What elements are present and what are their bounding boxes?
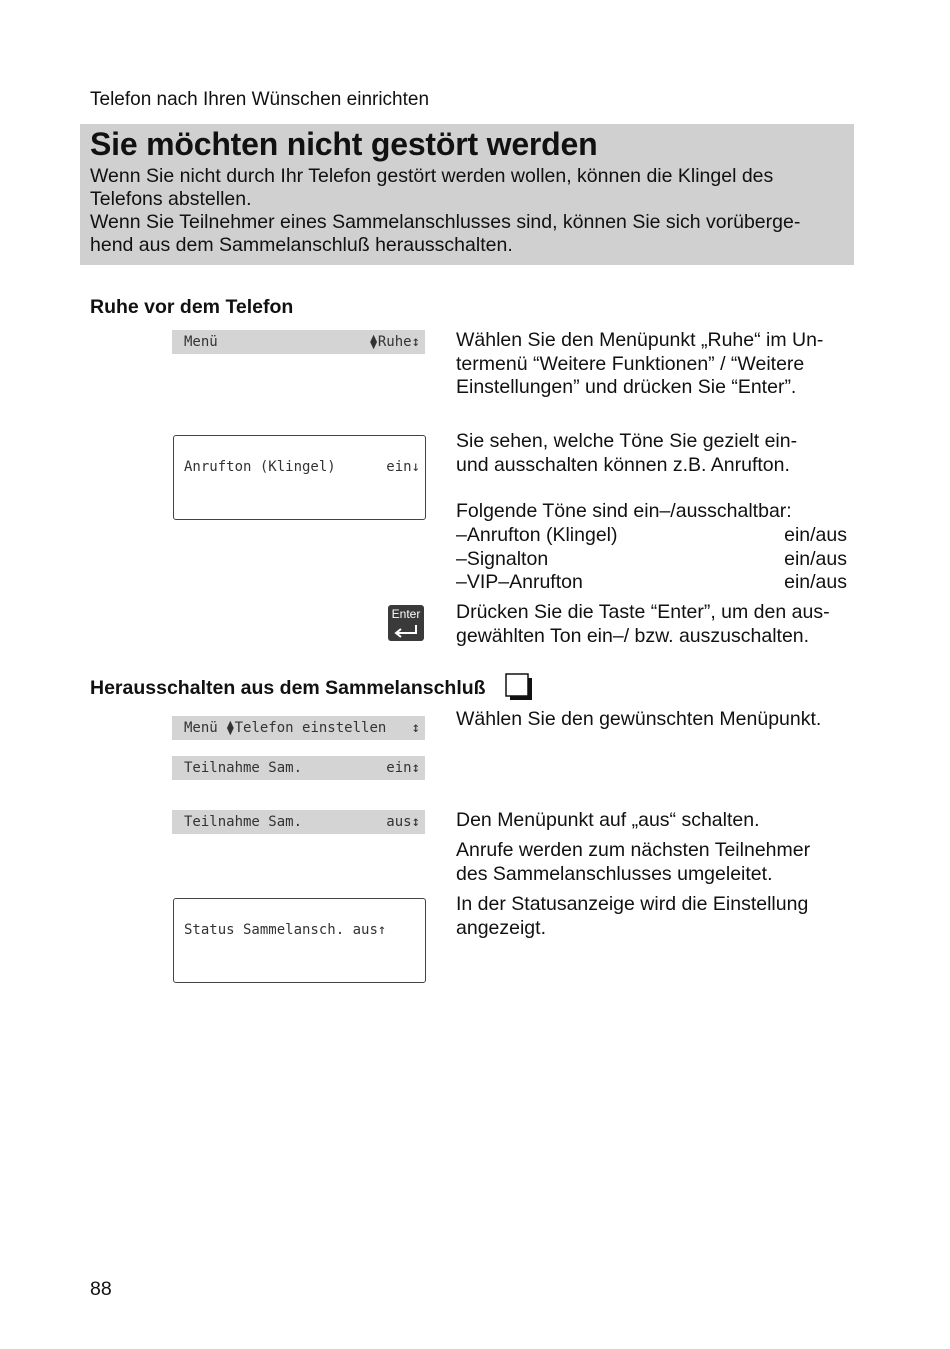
step-status: In der Statusanzeige wird die Einstellung angezeigt. [456,893,809,939]
display-status [173,898,426,983]
intro-line: hend aus dem Sammelanschluß herausschalten. [90,234,513,256]
up-arrow-icon: ↑ [377,922,387,938]
display-anrufton [173,435,426,520]
display-value: ein↓ [386,459,420,475]
tone-row: –VIP–Anrufton ein/aus [456,571,847,593]
section-heading-sammelanschluss: Herausschalten aus dem Sammelanschluß [90,677,486,699]
enter-key-icon: Enter [388,605,424,641]
updown-arrow-icon: ↕ [411,814,420,830]
diamond-arrow-icon: ⧫ [369,334,378,350]
tone-row: –Anrufton (Klingel) ein/aus [456,524,847,546]
running-head: Telefon nach Ihren Wünschen einrichten [90,89,430,110]
page-number: 88 [90,1278,112,1300]
display-text: Menü [184,334,218,350]
updown-arrow-icon: ↕ [411,720,420,736]
display-text: Teilnahme Sam. [184,814,303,830]
section-heading-ruhe: Ruhe vor dem Telefon [90,296,294,318]
step-redirect: Anrufe werden zum nächsten Teilnehmer des Sammelanschlusses umgeleitet. [456,839,811,885]
display-text: Anrufton (Klingel) [184,459,336,475]
display-text: Status Sammelansch. aus↑ [184,922,387,938]
down-arrow-icon: ↓ [411,459,420,475]
display-value: aus↕ [386,814,420,830]
step-ruhe-select: Wählen Sie den Menüpunkt „Ruhe“ im Un- termenü “Weitere Funktionen” / “Weitere Einstellungen” und drücken Sie “Enter”. [456,329,824,398]
tones-intro: Folgende Töne sind ein–/ausschaltbar: [456,500,792,522]
return-arrow-icon [388,605,424,641]
step-select-menu: Wählen Sie den gewünschten Menüpunkt. [456,708,822,730]
display-text: Menü ⧫Telefon einstellen [184,720,387,736]
tone-row: –Signalton ein/aus [456,548,847,570]
intro-line: Wenn Sie nicht durch Ihr Telefon gestört werden wollen, können die Klingel des [90,165,774,187]
sammelanschluss-icon [505,673,533,701]
intro-line: Telefons abstellen. [90,188,252,210]
display-value: ⧫Ruhe↕ [369,334,420,350]
step-switch-off: Den Menüpunkt auf „aus“ schalten. [456,809,760,831]
intro-line: Wenn Sie Teilnehmer eines Sammelanschlusses sind, können Sie sich vorüberge- [90,211,801,233]
updown-arrow-icon: ↕ [411,760,420,776]
intro-box [80,124,854,265]
step-ruhe-tones: Sie sehen, welche Töne Sie gezielt ein- und ausschalten können z.B. Anrufton. [456,430,798,476]
display-value: ein↕ [386,760,420,776]
display-teilnahme-aus [172,810,425,834]
display-text: Teilnahme Sam. [184,760,303,776]
diamond-arrow-icon: ⧫ [226,720,235,736]
display-menu-telefon [172,716,425,740]
page-title: Sie möchten nicht gestört werden [90,126,598,162]
updown-arrow-icon: ↕ [411,334,420,350]
display-teilnahme-ein [172,756,425,780]
display-menu-ruhe [172,330,425,354]
step-enter: Drücken Sie die Taste “Enter”, um den aus- gewählten Ton ein–/ bzw. auszuschalten. [456,601,830,647]
